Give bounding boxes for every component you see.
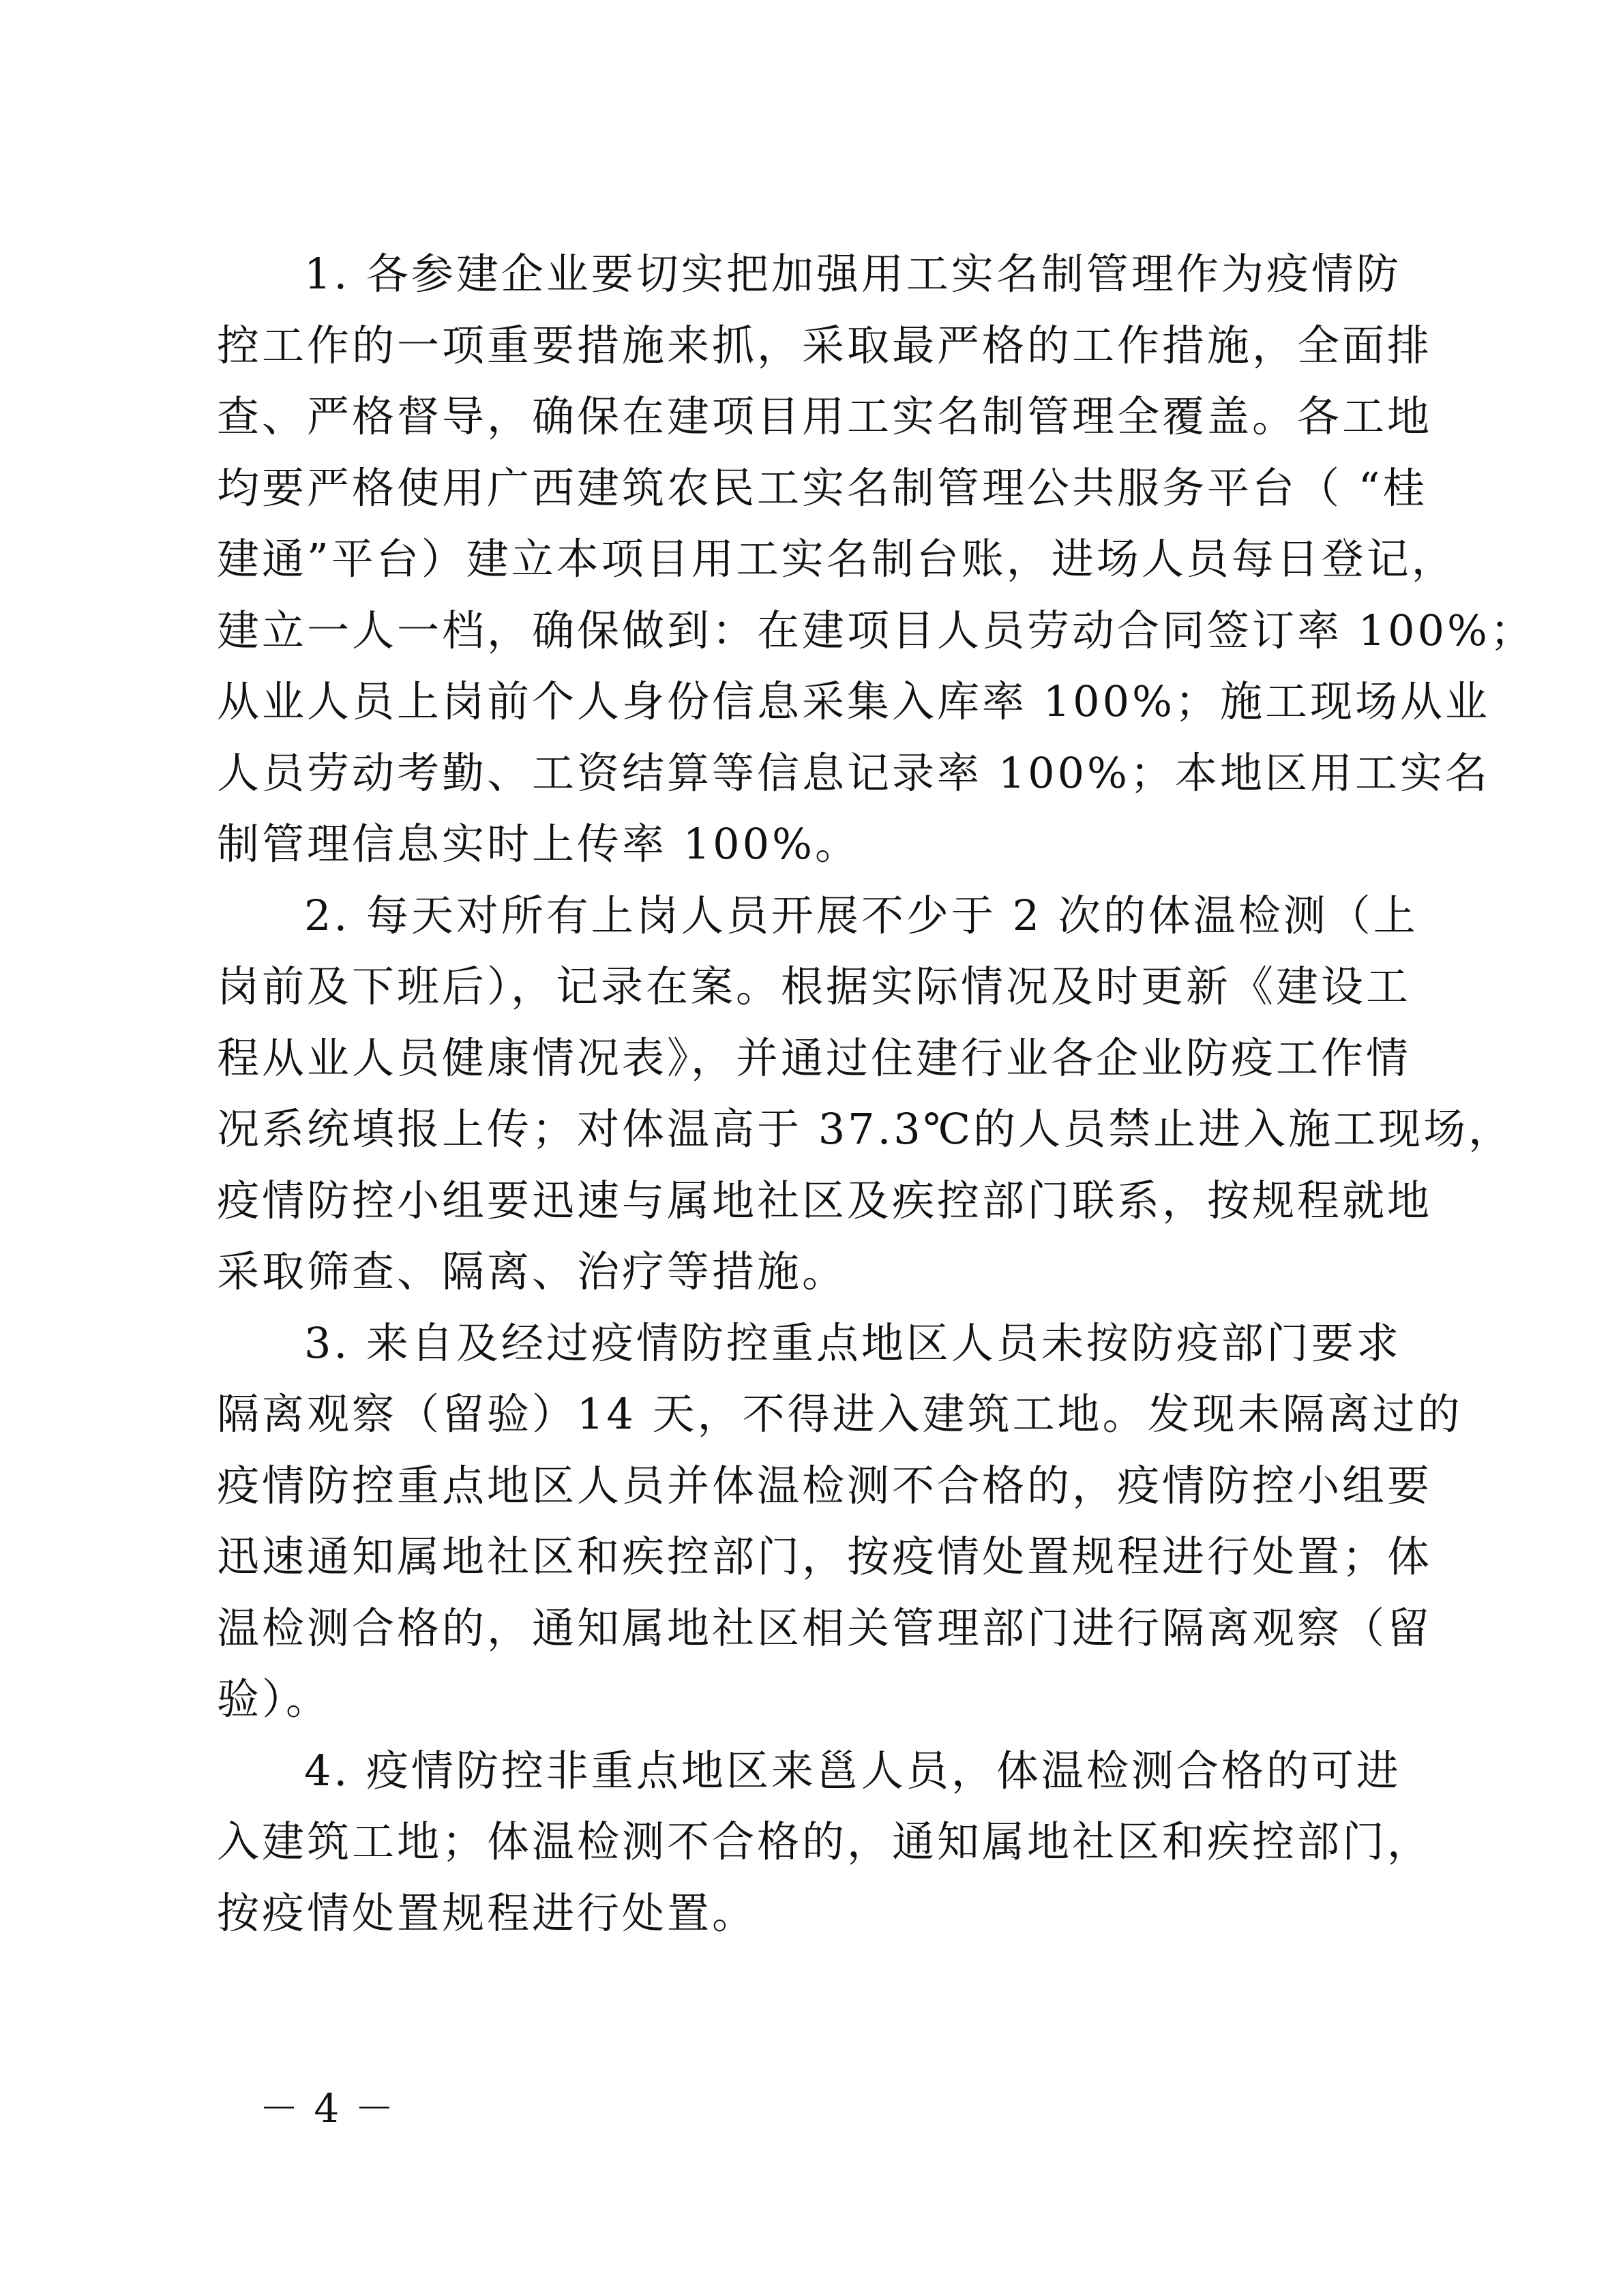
paragraph-1-line: 均要严格使用广西建筑农民工实名制管理公共服务平台（ “桂: [217, 462, 1428, 513]
paragraph-1-line: 从业人员上岗前个人身份信息采集入库率 100%；施工现场从业: [217, 676, 1490, 726]
paragraph-2-line: 2. 每天对所有上岗人员开展不少于 2 次的体温检测（上: [304, 890, 1418, 940]
paragraph-1-line: 制管理信息实时上传率 100%。: [217, 819, 860, 869]
paragraph-1-line: 1. 各参建企业要切实把加强用工实名制管理作为疫情防: [304, 249, 1401, 299]
paragraph-3-line: 温检测合格的，通知属地社区相关管理部门进行隔离观察（留: [217, 1602, 1433, 1653]
paragraph-2-line: 程从业人员健康情况表》，并通过住建行业各企业防疫工作情: [217, 1032, 1412, 1083]
page-number: － 4 －: [259, 2085, 396, 2132]
paragraph-4-line: 按疫情处置规程进行处置。: [217, 1888, 758, 1938]
paragraph-1-line: 控工作的一项重要措施来抓，采取最严格的工作措施，全面排: [217, 320, 1433, 370]
paragraph-2-line: 况系统填报上传；对体温高于 37.3℃的人员禁止进入施工现场，: [217, 1104, 1514, 1154]
paragraph-3-line: 3. 来自及经过疫情防控重点地区人员未按防疫部门要求: [304, 1317, 1401, 1368]
paragraph-3-line: 疫情防控重点地区人员并体温检测不合格的，疫情防控小组要: [217, 1460, 1433, 1510]
paragraph-3-line: 迅速通知属地社区和疾控部门，按疫情处置规程进行处置；体: [217, 1532, 1433, 1581]
paragraph-2-line: 采取筛查、隔离、治疗等措施。: [217, 1247, 848, 1296]
paragraph-2-line: 疫情防控小组要迅速与属地社区及疾控部门联系，按规程就地: [217, 1175, 1433, 1225]
paragraph-1-line: 建立一人一档，确保做到：在建项目人员劳动合同签订率 100%；: [217, 605, 1535, 655]
document-body: [217, 239, 1535, 1949]
paragraph-4-line: 入建筑工地；体温检测不合格的，通知属地社区和疾控部门，: [217, 1817, 1433, 1866]
paragraph-1-line: 人员劳动考勤、工资结算等信息记录率 100%；本地区用工实名: [217, 747, 1490, 798]
paragraph-4-line: 4. 疫情防控非重点地区来邕人员，体温检测合格的可进: [304, 1745, 1401, 1795]
paragraph-2-line: 岗前及下班后），记录在案。根据实际情况及时更新《建设工: [217, 961, 1412, 1011]
paragraph-1-line: 查、严格督导，确保在建项目用工实名制管理全覆盖。各工地: [217, 391, 1433, 441]
paragraph-1-line: 建通”平台）建立本项目用工实名制台账，进场人员每日登记，: [217, 534, 1457, 584]
paragraph-3-line: 隔离观察（留验）14 天，不得进入建筑工地。发现未隔离过的: [217, 1389, 1463, 1439]
paragraph-3-line: 验）。: [217, 1674, 331, 1724]
